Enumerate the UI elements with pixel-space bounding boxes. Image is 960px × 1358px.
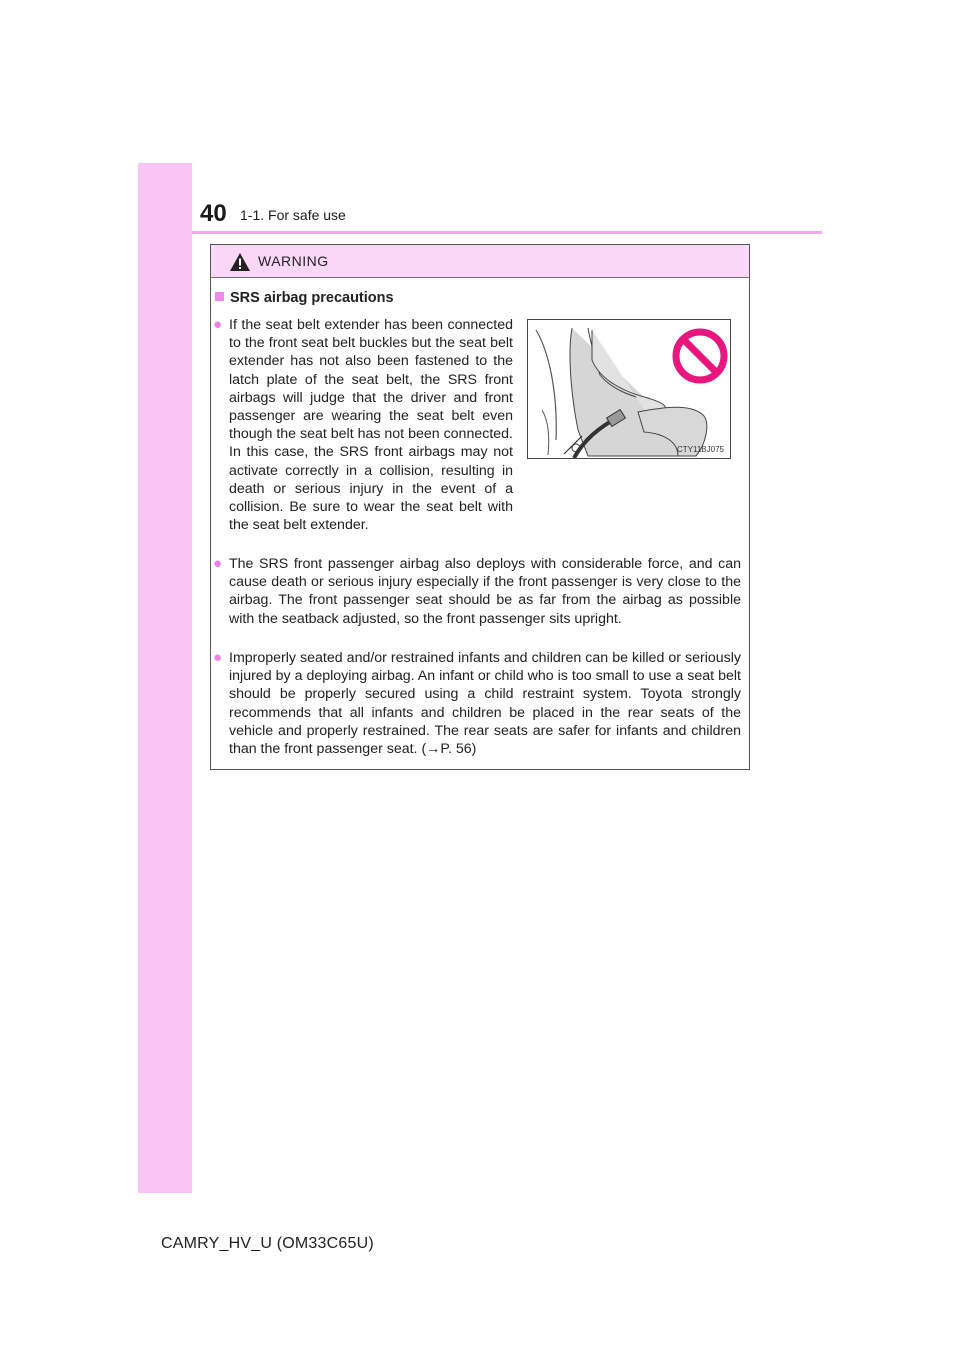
side-color-strip xyxy=(138,163,192,1193)
footer-model-code: CAMRY_HV_U (OM33C65U) xyxy=(161,1235,374,1252)
bullet-text: If the seat belt extender has been connected to the front seat belt buckles but the seat belt extender has not also been fastened to the latch plate of the seat belt, the SRS front airbags will judge that the driver and front passenger are wearing the seat belt even though the seat belt has not been connected. In this case, the SRS front airbags may not activate correctly in a collision, resulting in death or serious injury in the event of a collision. Be sure to wear the seat belt with the seat belt extender. xyxy=(229,317,513,534)
bullet-dot-icon: ● xyxy=(213,316,223,333)
bullet-dot-icon: ● xyxy=(213,555,223,572)
warning-box xyxy=(210,244,750,770)
bullet-item xyxy=(213,555,741,628)
subheading-text: SRS airbag precautions xyxy=(230,290,394,306)
warning-header xyxy=(211,245,749,278)
warning-label: WARNING xyxy=(258,253,329,269)
bullet-dot-icon: ● xyxy=(213,649,223,666)
bullet-item xyxy=(213,649,741,758)
bullet-text: The SRS front passenger airbag also deploys with considerable force, and can cause death or serious injury especially if the front passenger is very close to the airbag. The front passenger seat should be as far from the airbag as possible with the seatback adjusted, so the front passenger sits upright. xyxy=(229,556,741,627)
seat-belt-illustration xyxy=(527,319,731,459)
warning-triangle-icon xyxy=(229,252,251,272)
figure-code: CTY11BJ075 xyxy=(677,445,724,454)
page-number: 40 xyxy=(200,200,227,227)
square-bullet-icon xyxy=(215,292,224,301)
seat-belt-figure xyxy=(528,320,730,458)
subheading xyxy=(215,290,394,306)
bullet-item xyxy=(213,316,513,534)
bullet-text: Improperly seated and/or restrained infants and children can be killed or seriously injured by a deploying airbag. An infant or child who is too small to use a seat belt should be properly secured using a child restraint system. Toyota strongly recommends that all infants and children be placed in the rear seats of the vehicle and properly restrained. The rear seats are safer for infants and children than the front passenger seat. (→P. 56) xyxy=(229,650,741,758)
header-rule xyxy=(192,231,822,234)
section-title: 1-1. For safe use xyxy=(240,207,346,223)
